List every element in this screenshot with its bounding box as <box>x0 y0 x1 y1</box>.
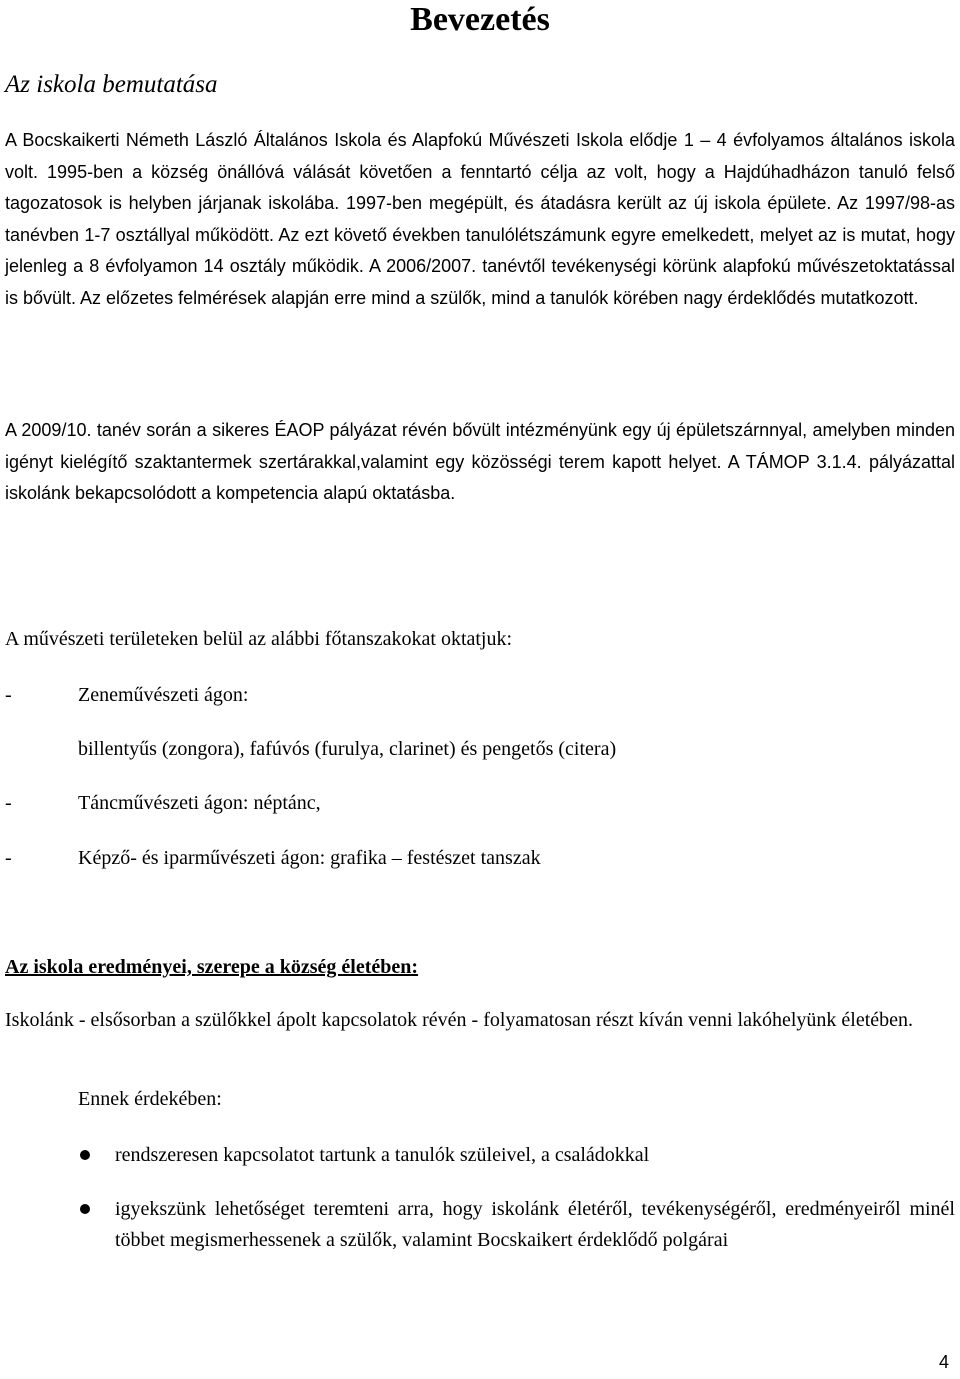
visual-label: Képző- és iparművészeti ágon: grafika – festészet tanszak <box>78 847 541 869</box>
list-item <box>5 1140 955 1172</box>
list-item-text: rendszeresen kapcsolatot tartunk a tanulók szüleivel, a családokkal <box>115 1144 650 1166</box>
dance-label: Táncművészeti ágon: néptánc, <box>78 792 321 814</box>
intro-paragraph-2: A 2009/10. tanév során a sikeres ÉAOP pályázat révén bővült intézményünk egy új épületszárnnyal, amelyben minden igényt kielégítő szaktantermek szertárakkal,valamint egy közösségi terem kapott helyet. A TÁMOP 3.1.4. pályázattal iskolánk bekapcsolódott a kompetencia alapú oktatásba. <box>5 420 955 503</box>
music-detail: billentyűs (zongora), fafúvós (furulya, clarinet) és pengetős (citera) <box>78 738 617 760</box>
list-item-text: igyekszünk lehetőséget teremteni arra, hogy iskolánk életéről, tevékenységéről, eredményeiről minél többet megismerhessenek a szülők, valamint Bocskaikert érdeklődő polgárai <box>115 1197 955 1251</box>
page-number: 4 <box>938 1352 949 1372</box>
bullet-icon <box>80 1150 90 1160</box>
section-subtitle: Az iskola bemutatása <box>5 71 218 98</box>
list-item <box>5 1194 955 1257</box>
results-lead: Ennek érdekében: <box>78 1088 222 1110</box>
intro-paragraph-1: A Bocskaikerti Németh László Általános Iskola és Alapfokú Művészeti Iskola elődje 1 – 4 évfolyamos általános iskola volt. 1995-ben a község önállóvá válását követően a fenntartó célja az volt, hogy a Hajdúhadházon tanuló felső tagozatosok is helyben járjanak iskolába. 1997-ben megépült, és átadásra került az új iskola épülete. Az 1997/98-as tanévben 1-7 osztállyal működött. Az ezt követő években tanulólétszámunk egyre emelkedett, melyet az is mutat, hogy jelenleg a 8 évfolyamon 14 osztály működik. A 2006/2007. tanévtől tevékenységi körünk alapfokú művészetoktatással is bővült. Az előzetes felmérések alapján erre mind a szülők, mind a tanulók körében nagy érdeklődés mutatkozott. <box>5 130 955 308</box>
arts-item-visual <box>5 844 805 872</box>
arts-intro: A művészeti területeken belül az alábbi főtanszakokat oktatjuk: <box>5 628 513 650</box>
results-paragraph: Iskolánk - elsősorban a szülőkkel ápolt kapcsolatok révén - folyamatosan részt kíván venni lakóhelyünk életében. <box>5 1009 914 1031</box>
dash-marker: - <box>5 684 12 706</box>
bullet-icon <box>80 1204 90 1214</box>
dash-marker: - <box>5 792 12 814</box>
arts-item-dance <box>5 789 605 817</box>
results-heading: Az iskola eredményei, szerepe a község életében: <box>5 956 419 978</box>
document-page <box>5 0 955 1379</box>
dash-marker: - <box>5 847 12 869</box>
results-bullet-list <box>5 1140 955 1257</box>
arts-item-music <box>5 681 605 709</box>
music-label: Zeneművészeti ágon: <box>78 684 249 706</box>
page-title: Bevezetés <box>410 1 550 38</box>
